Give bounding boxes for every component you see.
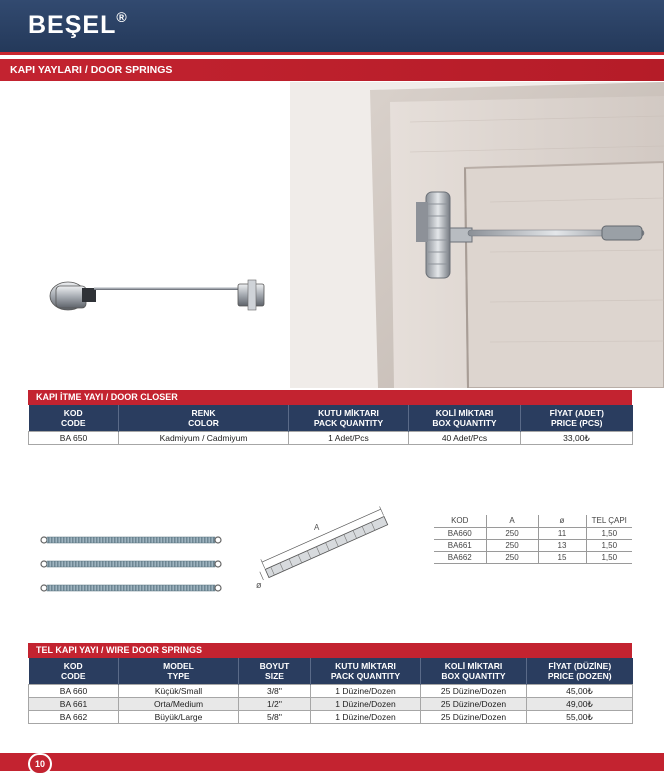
cell-size: 5/8'' xyxy=(239,711,311,724)
cell-box-quantity: 25 Düzine/Dozen xyxy=(421,685,527,698)
spring-dimension-drawing xyxy=(248,500,408,598)
door-closer-table-title: KAPI İTME YAYI / DOOR CLOSER xyxy=(36,392,178,402)
dimension-cell: 11 xyxy=(538,527,586,539)
dimension-cell: 250 xyxy=(486,539,538,551)
table-row xyxy=(29,432,633,445)
door-closer-table xyxy=(28,405,633,445)
column-header-box-quantity: KOLİ MİKTARI BOX QUANTITY xyxy=(409,405,521,432)
column-header-pack-quantity: KUTU MİKTARI PACK QUANTITY xyxy=(289,405,409,432)
column-header-price: FİYAT (DÜZİNE) PRICE (DOZEN) xyxy=(527,658,633,685)
door-closer-table-title-bar xyxy=(28,390,632,405)
wire-springs-image xyxy=(36,530,226,600)
column-header-code: KOD CODE xyxy=(29,658,119,685)
header-divider xyxy=(0,52,664,55)
dimension-cell: 1,50 xyxy=(586,539,632,551)
dimension-label-a: A xyxy=(314,523,320,532)
brand-logo: BEŞEL® xyxy=(28,9,128,39)
column-header-size: BOYUT SIZE xyxy=(239,658,311,685)
cell-type: Orta/Medium xyxy=(119,698,239,711)
cell-code: BA 661 xyxy=(29,698,119,711)
wire-springs-table xyxy=(28,658,633,724)
wire-springs-table-title-bar xyxy=(28,643,632,658)
cell-box-quantity: 25 Düzine/Dozen xyxy=(421,698,527,711)
dimension-cell: 13 xyxy=(538,539,586,551)
spring-dimension-table xyxy=(434,515,632,564)
column-header-type: MODEL TYPE xyxy=(119,658,239,685)
dimension-header-row xyxy=(434,515,632,527)
table-header-row xyxy=(29,658,633,685)
page-number: 10 xyxy=(28,753,52,775)
cell-code: BA 650 xyxy=(29,432,119,445)
dimension-row xyxy=(434,551,632,563)
door-closer-photo xyxy=(290,82,664,388)
dimension-row xyxy=(434,539,632,551)
cell-code: BA 660 xyxy=(29,685,119,698)
section-header xyxy=(0,59,664,81)
door-closer-product-image xyxy=(44,270,274,320)
cell-pack-quantity: 1 Adet/Pcs xyxy=(289,432,409,445)
cell-code: BA 662 xyxy=(29,711,119,724)
column-header-box-quantity: KOLİ MİKTARI BOX QUANTITY xyxy=(421,658,527,685)
dimension-cell: 1,50 xyxy=(586,527,632,539)
dimension-header-wire-gauge: TEL ÇAPI xyxy=(586,515,632,527)
table-header-row xyxy=(29,405,633,432)
dimension-cell: BA660 xyxy=(434,527,486,539)
cell-box-quantity: 25 Düzine/Dozen xyxy=(421,711,527,724)
cell-price: 45,00₺ xyxy=(527,685,633,698)
table-row xyxy=(29,685,633,698)
dimension-header-code: KOD xyxy=(451,516,469,526)
dimension-row xyxy=(434,527,632,539)
cell-pack-quantity: 1 Düzine/Dozen xyxy=(311,685,421,698)
dimension-header-diameter: ø xyxy=(538,515,586,527)
dimension-cell: BA662 xyxy=(434,551,486,563)
column-header-color: RENK COLOR xyxy=(119,405,289,432)
cell-type: Büyük/Large xyxy=(119,711,239,724)
dimension-cell: 250 xyxy=(486,527,538,539)
dimension-header-a: A xyxy=(486,515,538,527)
footer-bar xyxy=(0,753,664,771)
cell-box-quantity: 40 Adet/Pcs xyxy=(409,432,521,445)
dimension-cell: 15 xyxy=(538,551,586,563)
cell-size: 3/8'' xyxy=(239,685,311,698)
dimension-cell: 250 xyxy=(486,551,538,563)
dimension-cell: 1,50 xyxy=(586,551,632,563)
table-row xyxy=(29,711,633,724)
cell-pack-quantity: 1 Düzine/Dozen xyxy=(311,711,421,724)
cell-price: 49,00₺ xyxy=(527,698,633,711)
cell-size: 1/2'' xyxy=(239,698,311,711)
cell-price: 55,00₺ xyxy=(527,711,633,724)
cell-type: Küçük/Small xyxy=(119,685,239,698)
top-header-bar xyxy=(0,0,664,52)
table-row xyxy=(29,698,633,711)
dimension-cell: BA661 xyxy=(434,539,486,551)
column-header-pack-quantity: KUTU MİKTARI PACK QUANTITY xyxy=(311,658,421,685)
column-header-price: FİYAT (ADET) PRICE (PCS) xyxy=(521,405,633,432)
wire-springs-table-title: TEL KAPI YAYI / WIRE DOOR SPRINGS xyxy=(36,645,203,655)
cell-color: Kadmiyum / Cadmiyum xyxy=(119,432,289,445)
cell-price: 33,00₺ xyxy=(521,432,633,445)
dimension-label-diameter: ø xyxy=(256,580,262,590)
column-header-code: KOD CODE xyxy=(29,405,119,432)
section-title: KAPI YAYLARI / DOOR SPRINGS xyxy=(10,64,173,76)
cell-pack-quantity: 1 Düzine/Dozen xyxy=(311,698,421,711)
